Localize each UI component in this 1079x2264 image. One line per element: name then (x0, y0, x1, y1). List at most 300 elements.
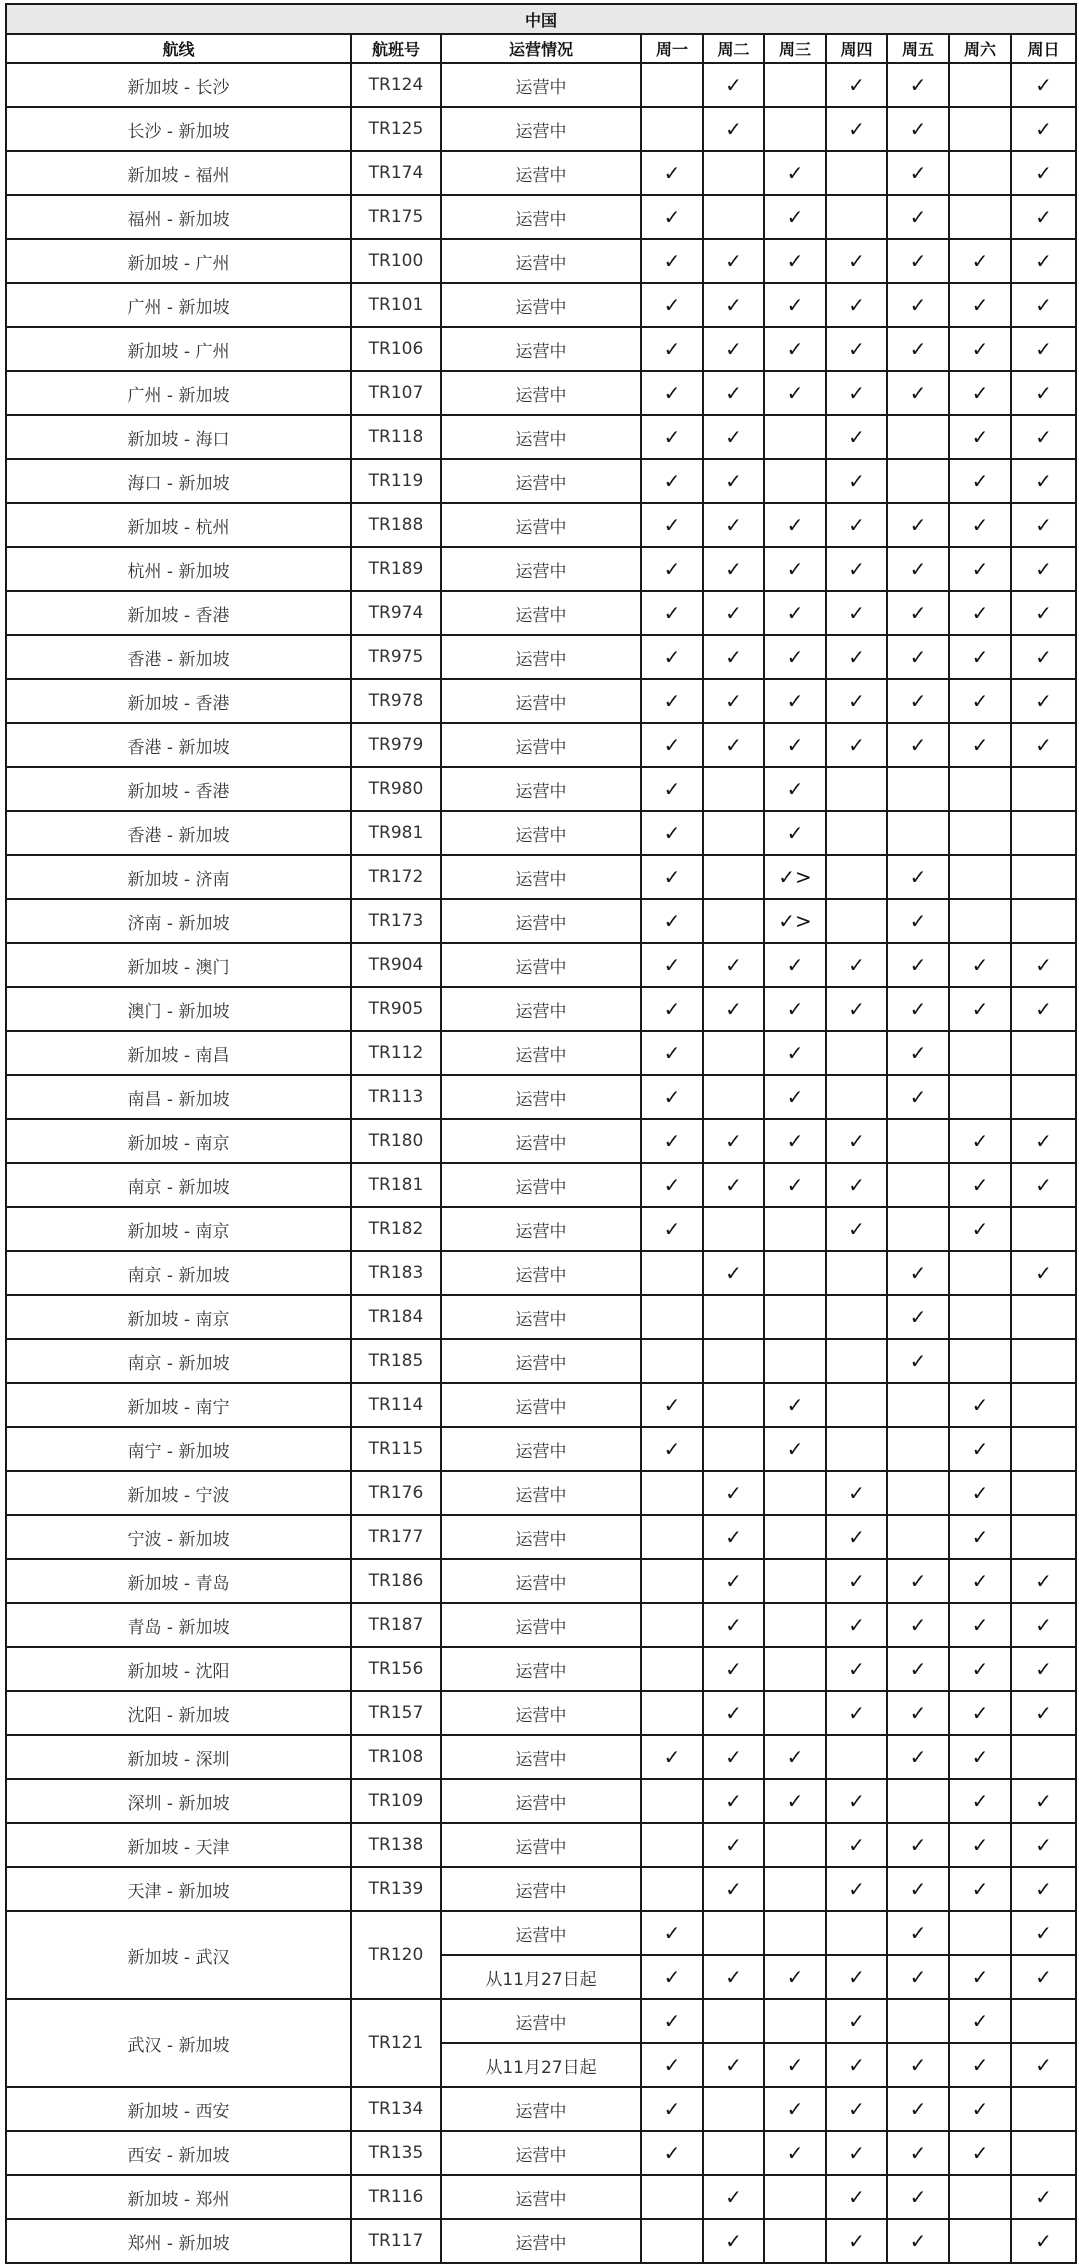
route-cell: 南京 - 新加坡 (6, 1251, 351, 1295)
check-mark-icon: ✓ (909, 2185, 927, 2209)
day-cell-sun (1011, 1823, 1076, 1867)
day-cell-sat (949, 635, 1011, 679)
day-cell-sat (949, 1735, 1011, 1779)
day-cell-thu (826, 1691, 887, 1735)
day-cell-fri (887, 1911, 949, 1955)
check-mark-icon: ✓ (1035, 1613, 1052, 1637)
day-cell-sat (949, 591, 1011, 635)
header-route: 航线 (6, 34, 351, 63)
day-cell-mon (641, 1119, 703, 1163)
day-cell-mon (641, 723, 703, 767)
day-cell-mon (641, 1955, 703, 1999)
flight-number-cell: TR189 (351, 547, 441, 591)
check-mark-icon: ✓ (1035, 1657, 1052, 1681)
day-cell-wed (764, 1999, 826, 2043)
day-cell-fri (887, 1207, 949, 1251)
header-saturday: 周六 (949, 34, 1011, 63)
check-mark-icon: ✓ (971, 381, 989, 405)
day-cell-thu (826, 987, 887, 1031)
check-mark-icon: ✓ (848, 601, 865, 625)
check-mark-icon: ✓ (786, 1041, 804, 1065)
status-cell: 运营中 (441, 327, 641, 371)
table-row (6, 811, 1076, 855)
flight-number-cell: TR974 (351, 591, 441, 635)
day-cell-fri (887, 1163, 949, 1207)
day-cell-mon (641, 899, 703, 943)
flight-number-cell: TR176 (351, 1471, 441, 1515)
flight-number-cell: TR183 (351, 1251, 441, 1295)
day-cell-sun (1011, 811, 1076, 855)
day-cell-fri (887, 459, 949, 503)
day-cell-sat (949, 987, 1011, 1031)
flight-number-cell: TR904 (351, 943, 441, 987)
check-mark-icon: ✓ (909, 161, 927, 185)
day-cell-mon (641, 1867, 703, 1911)
day-cell-fri (887, 2087, 949, 2131)
flight-number-cell: TR109 (351, 1779, 441, 1823)
day-cell-mon (641, 2043, 703, 2087)
check-mark-icon: ✓ (786, 2141, 804, 2165)
day-cell-sat (949, 2175, 1011, 2219)
check-mark-icon: ✓ (909, 1921, 927, 1945)
day-cell-sat (949, 1955, 1011, 1999)
flight-number-cell: TR979 (351, 723, 441, 767)
day-cell-mon (641, 1031, 703, 1075)
day-cell-sat (949, 1251, 1011, 1295)
flight-schedule-table (5, 3, 1077, 2264)
check-mark-icon: ✓ (1035, 2229, 1052, 2253)
check-mark-icon: ✓ (725, 953, 742, 977)
route-cell: 海口 - 新加坡 (6, 459, 351, 503)
day-cell-thu (826, 591, 887, 635)
day-cell-sun (1011, 327, 1076, 371)
status-cell: 运营中 (441, 1735, 641, 1779)
day-cell-thu (826, 1427, 887, 1471)
check-mark-icon: ✓ (786, 161, 804, 185)
check-mark-icon: ✓ (786, 1393, 804, 1417)
day-cell-sat (949, 811, 1011, 855)
check-mark-icon: ✓ (909, 601, 927, 625)
day-cell-wed (764, 591, 826, 635)
day-cell-thu (826, 855, 887, 899)
check-mark-icon: ✓ (663, 777, 681, 801)
day-cell-sat (949, 1559, 1011, 1603)
check-mark-icon: ✓ (848, 337, 865, 361)
check-mark-icon: ✓ (848, 689, 865, 713)
flight-number-cell: TR187 (351, 1603, 441, 1647)
day-cell-wed (764, 239, 826, 283)
day-cell-thu (826, 459, 887, 503)
day-cell-sat (949, 1515, 1011, 1559)
day-cell-fri (887, 151, 949, 195)
day-cell-mon (641, 1383, 703, 1427)
day-cell-thu (826, 1559, 887, 1603)
day-cell-thu (826, 63, 887, 107)
table-row (6, 2175, 1076, 2219)
day-cell-sun (1011, 1867, 1076, 1911)
day-cell-sat (949, 723, 1011, 767)
day-cell-sat (949, 1163, 1011, 1207)
check-mark-icon: ✓ (909, 1877, 927, 1901)
check-mark-icon: ✓ (971, 1217, 989, 1241)
day-cell-thu (826, 2087, 887, 2131)
day-cell-mon (641, 239, 703, 283)
check-mark-icon: ✓ (663, 1085, 681, 1109)
check-mark-icon: ✓ (725, 601, 742, 625)
flight-number-cell: TR116 (351, 2175, 441, 2219)
status-cell: 从11月27日起 (441, 2043, 641, 2087)
day-cell-wed (764, 1735, 826, 1779)
route-cell: 武汉 - 新加坡 (6, 1999, 351, 2087)
check-mark-icon: ✓ (971, 425, 989, 449)
check-mark-icon: ✓ (848, 425, 865, 449)
day-cell-sat (949, 2131, 1011, 2175)
check-mark-icon: ✓ (786, 821, 804, 845)
status-cell: 运营中 (441, 415, 641, 459)
route-cell: 新加坡 - 沈阳 (6, 1647, 351, 1691)
day-cell-mon (641, 1735, 703, 1779)
status-cell: 运营中 (441, 679, 641, 723)
flight-number-cell: TR106 (351, 327, 441, 371)
route-cell: 新加坡 - 宁波 (6, 1471, 351, 1515)
check-mark-icon: ✓ (663, 733, 681, 757)
check-mark-icon: ✓ (1035, 1129, 1052, 1153)
check-mark-icon: ✓ (725, 1965, 742, 1989)
day-cell-wed (764, 459, 826, 503)
status-cell: 运营中 (441, 1647, 641, 1691)
check-mark-icon: ✓ (971, 557, 989, 581)
flight-number-cell: TR135 (351, 2131, 441, 2175)
check-mark-icon: ✓ (663, 2141, 681, 2165)
check-mark-icon: ✓ (909, 733, 927, 757)
table-row (6, 1075, 1076, 1119)
day-cell-fri (887, 1735, 949, 1779)
check-mark-icon: ✓ (909, 2141, 927, 2165)
table-row (6, 679, 1076, 723)
check-mark-icon: ✓ (1035, 293, 1052, 317)
check-mark-icon: ✓ (663, 1921, 681, 1945)
check-mark-icon: ✓ (786, 381, 804, 405)
check-mark-icon: ✓ (848, 2141, 865, 2165)
day-cell-fri (887, 811, 949, 855)
status-cell: 运营中 (441, 1471, 641, 1515)
day-cell-wed (764, 987, 826, 1031)
check-mark-icon: ✓ (725, 293, 742, 317)
day-cell-tue (703, 591, 764, 635)
route-cell: 福州 - 新加坡 (6, 195, 351, 239)
day-cell-mon (641, 415, 703, 459)
day-cell-sun (1011, 987, 1076, 1031)
day-cell-thu (826, 327, 887, 371)
status-cell: 运营中 (441, 1207, 641, 1251)
check-mark-icon: ✓ (786, 689, 804, 713)
check-mark-icon: ✓ (725, 2053, 742, 2077)
day-cell-mon (641, 547, 703, 591)
flight-number-cell: TR981 (351, 811, 441, 855)
day-cell-thu (826, 899, 887, 943)
status-cell: 运营中 (441, 899, 641, 943)
check-mark-icon: ✓ (725, 689, 742, 713)
status-cell: 运营中 (441, 1295, 641, 1339)
check-mark-icon: ✓ (848, 733, 865, 757)
day-cell-thu (826, 1955, 887, 1999)
day-cell-wed (764, 943, 826, 987)
check-mark-icon: ✓ (725, 1173, 742, 1197)
day-cell-sun (1011, 1647, 1076, 1691)
header-thursday: 周四 (826, 34, 887, 63)
check-mark-icon: ✓ (786, 557, 804, 581)
day-cell-sat (949, 371, 1011, 415)
day-cell-wed (764, 1383, 826, 1427)
check-mark-icon: ✓ (971, 2097, 989, 2121)
check-mark-icon: ✓ (971, 645, 989, 669)
header-status: 运营情况 (441, 34, 641, 63)
check-mark-icon: ✓ (971, 997, 989, 1021)
check-mark-icon: ✓ (909, 1085, 927, 1109)
check-mark-icon: ✓ (1035, 1701, 1052, 1725)
flight-number-cell: TR975 (351, 635, 441, 679)
status-cell: 运营中 (441, 767, 641, 811)
day-cell-mon (641, 855, 703, 899)
day-cell-sat (949, 2219, 1011, 2263)
table-row (6, 1867, 1076, 1911)
day-cell-sat (949, 899, 1011, 943)
check-mark-icon: ✓ (909, 1745, 927, 1769)
day-cell-mon (641, 1603, 703, 1647)
day-cell-fri (887, 547, 949, 591)
day-cell-sat (949, 283, 1011, 327)
check-mark-icon: ✓ (663, 1217, 681, 1241)
check-mark-icon: ✓> (778, 909, 812, 933)
day-cell-tue (703, 2131, 764, 2175)
check-mark-icon: ✓ (909, 117, 927, 141)
day-cell-wed (764, 679, 826, 723)
check-mark-icon: ✓ (909, 909, 927, 933)
status-cell: 运营中 (441, 151, 641, 195)
check-mark-icon: ✓ (848, 73, 865, 97)
route-cell: 新加坡 - 深圳 (6, 1735, 351, 1779)
flight-number-cell: TR139 (351, 1867, 441, 1911)
day-cell-sun (1011, 1559, 1076, 1603)
day-cell-sat (949, 151, 1011, 195)
table-title: 中国 (6, 4, 1076, 34)
check-mark-icon: ✓ (725, 2185, 742, 2209)
day-cell-tue (703, 1867, 764, 1911)
day-cell-wed (764, 1471, 826, 1515)
header-monday: 周一 (641, 34, 703, 63)
day-cell-fri (887, 1075, 949, 1119)
day-cell-thu (826, 1207, 887, 1251)
route-cell: 青岛 - 新加坡 (6, 1603, 351, 1647)
day-cell-wed (764, 1427, 826, 1471)
day-cell-sun (1011, 1779, 1076, 1823)
check-mark-icon: ✓ (848, 1789, 865, 1813)
day-cell-thu (826, 503, 887, 547)
day-cell-sat (949, 767, 1011, 811)
day-cell-sun (1011, 855, 1076, 899)
route-cell: 天津 - 新加坡 (6, 1867, 351, 1911)
status-cell: 运营中 (441, 811, 641, 855)
route-cell: 沈阳 - 新加坡 (6, 1691, 351, 1735)
status-cell: 运营中 (441, 1867, 641, 1911)
day-cell-sun (1011, 107, 1076, 151)
check-mark-icon: ✓ (848, 2185, 865, 2209)
day-cell-tue (703, 1031, 764, 1075)
day-cell-mon (641, 2131, 703, 2175)
day-cell-thu (826, 547, 887, 591)
status-cell: 运营中 (441, 1691, 641, 1735)
check-mark-icon: ✓ (848, 1569, 865, 1593)
day-cell-sat (949, 1075, 1011, 1119)
check-mark-icon: ✓ (663, 469, 681, 493)
day-cell-wed (764, 1207, 826, 1251)
check-mark-icon: ✓ (909, 293, 927, 317)
day-cell-sat (949, 107, 1011, 151)
check-mark-icon: ✓ (1035, 2185, 1052, 2209)
day-cell-sat (949, 2087, 1011, 2131)
check-mark-icon: ✓ (1035, 1965, 1052, 1989)
flight-number-cell: TR113 (351, 1075, 441, 1119)
check-mark-icon: ✓ (971, 1173, 989, 1197)
check-mark-icon: ✓ (848, 1129, 865, 1153)
day-cell-fri (887, 239, 949, 283)
day-cell-sun (1011, 1295, 1076, 1339)
day-cell-mon (641, 1295, 703, 1339)
day-cell-fri (887, 2131, 949, 2175)
day-cell-tue (703, 195, 764, 239)
flight-number-cell: TR115 (351, 1427, 441, 1471)
check-mark-icon: ✓ (1035, 689, 1052, 713)
day-cell-wed (764, 151, 826, 195)
table-row (6, 1911, 1076, 1955)
check-mark-icon: ✓ (848, 1481, 865, 1505)
day-cell-fri (887, 943, 949, 987)
day-cell-sat (949, 1779, 1011, 1823)
check-mark-icon: ✓ (725, 381, 742, 405)
day-cell-sun (1011, 1999, 1076, 2043)
day-cell-wed (764, 63, 826, 107)
check-mark-icon: ✓ (1035, 733, 1052, 757)
route-cell: 新加坡 - 天津 (6, 1823, 351, 1867)
day-cell-sun (1011, 943, 1076, 987)
day-cell-tue (703, 151, 764, 195)
table-row (6, 63, 1076, 107)
status-cell: 运营中 (441, 2087, 641, 2131)
table-row (6, 1383, 1076, 1427)
day-cell-mon (641, 1911, 703, 1955)
route-cell: 新加坡 - 南京 (6, 1119, 351, 1163)
day-cell-thu (826, 723, 887, 767)
day-cell-sat (949, 1207, 1011, 1251)
day-cell-sun (1011, 371, 1076, 415)
check-mark-icon: ✓ (971, 1525, 989, 1549)
day-cell-mon (641, 635, 703, 679)
check-mark-icon: ✓ (909, 953, 927, 977)
day-cell-tue (703, 1119, 764, 1163)
check-mark-icon: ✓ (848, 1877, 865, 1901)
day-cell-tue (703, 679, 764, 723)
check-mark-icon: ✓ (663, 337, 681, 361)
check-mark-icon: ✓ (971, 1657, 989, 1681)
day-cell-fri (887, 1427, 949, 1471)
day-cell-fri (887, 107, 949, 151)
day-cell-mon (641, 283, 703, 327)
check-mark-icon: ✓ (848, 2053, 865, 2077)
status-cell: 运营中 (441, 1251, 641, 1295)
day-cell-tue (703, 1955, 764, 1999)
day-cell-sun (1011, 151, 1076, 195)
day-cell-mon (641, 1647, 703, 1691)
route-cell: 南宁 - 新加坡 (6, 1427, 351, 1471)
day-cell-wed (764, 415, 826, 459)
check-mark-icon: ✓ (848, 2009, 865, 2033)
day-cell-thu (826, 1823, 887, 1867)
route-cell: 新加坡 - 杭州 (6, 503, 351, 547)
check-mark-icon: ✓ (971, 1613, 989, 1637)
header-sunday: 周日 (1011, 34, 1076, 63)
day-cell-fri (887, 195, 949, 239)
check-mark-icon: ✓ (725, 1569, 742, 1593)
day-cell-tue (703, 943, 764, 987)
route-cell: 新加坡 - 长沙 (6, 63, 351, 107)
day-cell-fri (887, 767, 949, 811)
check-mark-icon: ✓ (848, 381, 865, 405)
day-cell-fri (887, 987, 949, 1031)
day-cell-wed (764, 2219, 826, 2263)
check-mark-icon: ✓ (909, 205, 927, 229)
route-cell: 新加坡 - 南昌 (6, 1031, 351, 1075)
day-cell-sat (949, 1911, 1011, 1955)
day-cell-mon (641, 63, 703, 107)
check-mark-icon: ✓ (848, 513, 865, 537)
day-cell-wed (764, 107, 826, 151)
table-row (6, 195, 1076, 239)
day-cell-mon (641, 195, 703, 239)
check-mark-icon: ✓ (909, 1613, 927, 1637)
check-mark-icon: ✓ (663, 205, 681, 229)
flight-number-cell: TR186 (351, 1559, 441, 1603)
day-cell-sun (1011, 1735, 1076, 1779)
day-cell-sun (1011, 2131, 1076, 2175)
table-row (6, 1823, 1076, 1867)
table-row (6, 1691, 1076, 1735)
day-cell-sun (1011, 1427, 1076, 1471)
day-cell-fri (887, 63, 949, 107)
check-mark-icon: ✓ (909, 1657, 927, 1681)
check-mark-icon: ✓ (725, 73, 742, 97)
day-cell-thu (826, 283, 887, 327)
route-cell: 香港 - 新加坡 (6, 723, 351, 767)
table-row (6, 547, 1076, 591)
check-mark-icon: ✓ (1035, 1877, 1052, 1901)
day-cell-fri (887, 591, 949, 635)
day-cell-tue (703, 1779, 764, 1823)
day-cell-tue (703, 1295, 764, 1339)
check-mark-icon: ✓ (663, 381, 681, 405)
check-mark-icon: ✓ (725, 1525, 742, 1549)
check-mark-icon: ✓ (909, 689, 927, 713)
flight-number-cell: TR100 (351, 239, 441, 283)
check-mark-icon: ✓ (663, 1393, 681, 1417)
check-mark-icon: ✓ (971, 1745, 989, 1769)
check-mark-icon: ✓ (663, 2053, 681, 2077)
day-cell-thu (826, 1163, 887, 1207)
route-cell: 杭州 - 新加坡 (6, 547, 351, 591)
day-cell-thu (826, 635, 887, 679)
table-row (6, 899, 1076, 943)
flight-number-cell: TR125 (351, 107, 441, 151)
day-cell-thu (826, 1779, 887, 1823)
